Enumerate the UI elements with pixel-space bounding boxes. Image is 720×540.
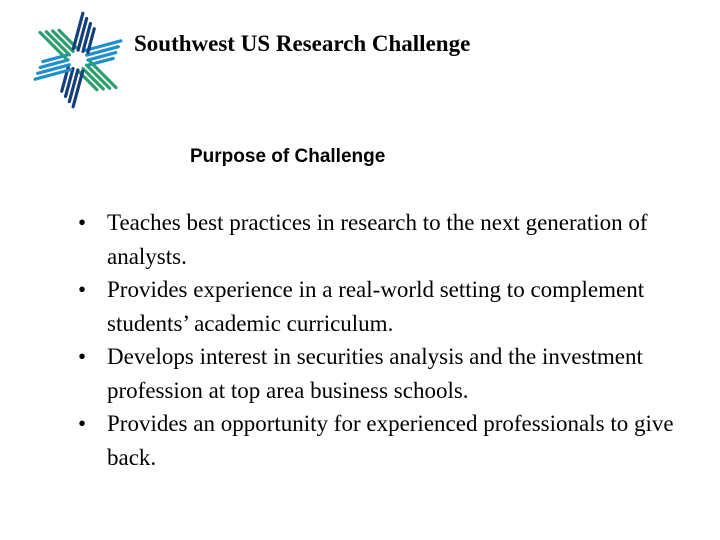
bullet-text: Provides an opportunity for experienced professionals to give back. <box>107 411 674 470</box>
logo-arm <box>77 59 118 100</box>
logo-icon <box>24 6 132 114</box>
bullet-text: Provides experience in a real-world setting to complement students’ academic curriculum. <box>107 277 645 336</box>
bullet-list <box>78 206 708 474</box>
bullet-item <box>78 273 708 340</box>
bullet-icon: • <box>78 210 87 235</box>
bullet-icon: • <box>78 277 87 302</box>
bullet-text: Develops interest in securities analysis and the investment profession at top area business schools. <box>107 344 643 403</box>
slide-title: Southwest US Research Challenge <box>134 31 471 56</box>
logo-stripe <box>84 63 112 91</box>
bullet-icon: • <box>78 344 87 369</box>
bullet-item <box>78 407 708 474</box>
bullet-icon: • <box>78 411 87 436</box>
logo-arm <box>38 20 79 61</box>
bullet-item <box>78 206 708 273</box>
bullet-text: Teaches best practices in research to the next generation of analysts. <box>107 210 648 269</box>
logo-stripe <box>44 29 72 57</box>
slide-subtitle: Purpose of Challenge <box>190 146 386 167</box>
bullet-item <box>78 340 708 407</box>
